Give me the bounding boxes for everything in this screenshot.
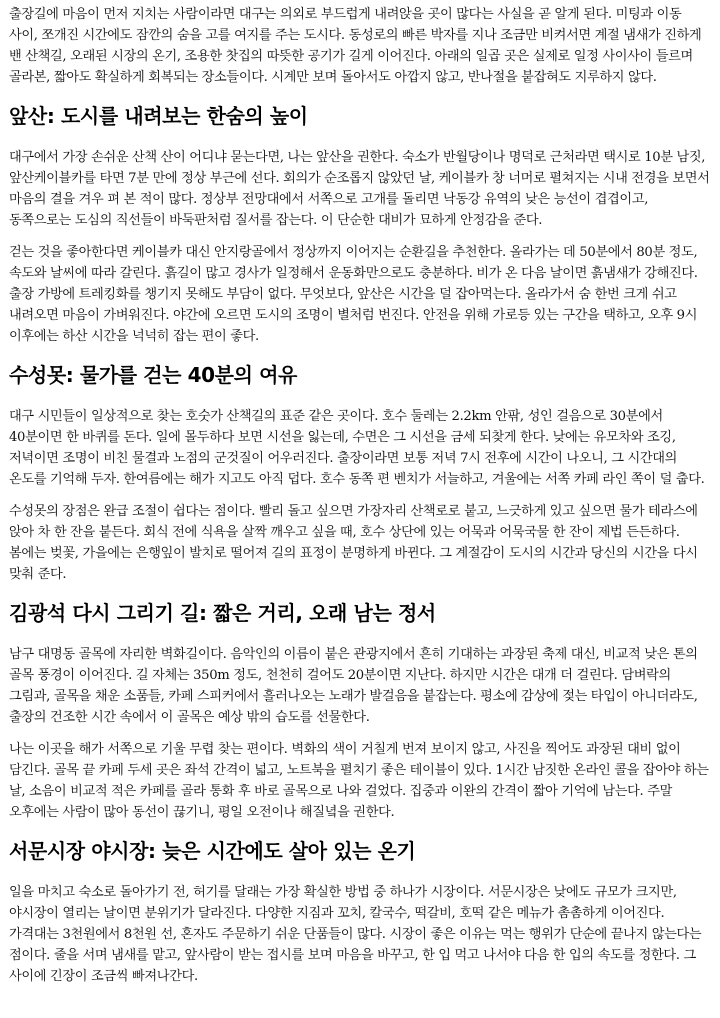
section-suseongmot-paragraph: 대구 시민들이 일상적으로 찾는 호숫가 산책길의 표준 같은 곳이다. 호수 둘레는 2.2km 안팎, 성인 걸음으로 30분에서 40분이면 한 바퀴를 돈다. 일에 몰두하다 보면 시선을 잃는데, 수면은 그 시선을 금세 되찾게 한다. 낮에는 유모차와 조깅, 저녁이면 조명이 비친 물결과 노점의 군것질이 어우러진다. 출장이라면 보통 저녁 7시 전후에 시간이 나오니, 그 시간대의 온도를 기억해 두자. 한여름에는 해가 지고도 아직 덥다. 호수 동쪽 편 벤치가 서늘하고, 겨울에는 서쪽 카페 라인 쪽이 덜 춥다. bbox=[9, 409, 705, 487]
section-seomun-paragraph: 일을 마치고 숙소로 돌아가기 전, 허기를 달래는 가장 확실한 방법 중 하나가 시장이다. 서문시장은 낮에도 규모가 크지만, 야시장이 열리는 날이면 분위기가 달라진다. 다양한 지짐과 꼬치, 칼국수, 떡갈비, 호떡 같은 메뉴가 촘촘하게 이어진다. 가격대는 3천원에서 8천원 선, 혼자도 주문하기 쉬운 단품들이 많다. 시장이 좋은 이유는 먹는 행위가 단순에 끝나지 않는다는 점이다. 줄을 서며 냄새를 맡고, 앞사람이 받는 접시를 보며 마음을 바꾸고, 한 입 먹고 나서야 다음 한 입의 속도를 정한다. 그 사이에 긴장이 조금씩 빠져나간다. bbox=[9, 885, 702, 984]
section-suseongmot-paragraph: 수성못의 장점은 완급 조절이 쉽다는 점이다. 빨리 돌고 싶으면 가장자리 산책로로 붙고, 느긋하게 있고 싶으면 물가 테라스에 앉아 차 한 잔을 붙든다. 회식 전에 식욕을 살짝 깨우고 싶을 때, 호수 상단에 있는 어묵과 어묵국물 한 잔이 제법 든든하다. 봄에는 벚꽃, 가을에는 은행잎이 발치로 떨어져 길의 표정이 분명하게 바뀐다. 그 계절감이 도시의 시간과 당신의 시간을 다시 맞춰 준다. bbox=[9, 504, 698, 582]
section-heading-seomun-night-market: 서문시장 야시장: 늦은 시간에도 살아 있는 온기 bbox=[9, 839, 416, 863]
section-kimkwangseok-paragraph: 나는 이곳을 해가 서쪽으로 기울 무렵 찾는 편이다. 벽화의 색이 거칠게 번져 보이지 않고, 사진을 찍어도 과장된 대비 없이 담긴다. 골목 끝 카페 두세 곳은 좌석 간격이 넓고, 노트북을 펼치기 좋은 테이블이 있다. 1시간 남짓한 온라인 콜을 잡아야 하는 날, 소음이 비교적 적은 카페를 골라 통화 후 바로 골목으로 나와 걸었다. 집중과 이완의 간격이 짧아 기억에 남는다. 주말 오후에는 사람이 많아 동선이 끊기니, 평일 오전이나 해질녘을 권한다. bbox=[9, 742, 709, 820]
section-kimkwangseok-paragraph: 남구 대명동 골목에 자리한 벽화길이다. 음악인의 이름이 붙은 관광지에서 흔히 기대하는 과장된 축제 대신, 비교적 낮은 톤의 골목 풍경이 이어진다. 길 자체는 350m 정도, 천천히 걸어도 20분이면 지난다. 하지만 시간은 대개 더 걸린다. 담벼락의 그림과, 골목을 채운 소품들, 카페 스피커에서 흘러나오는 노래가 발걸음을 붙잡는다. 평소에 감상에 젖는 타입이 아니더라도, 출장의 건조한 시간 속에서 이 골목은 예상 밖의 습도를 선물한다. bbox=[9, 647, 698, 725]
section-heading-kimkwangseok-street: 김광석 다시 그리기 길: 짧은 거리, 오래 남는 정서 bbox=[9, 601, 436, 625]
intro-paragraph: 출장길에 마음이 먼저 지치는 사람이라면 대구는 의외로 부드럽게 내려앉을 곳이 많다는 사실을 곧 알게 된다. 미팅과 이동 사이, 쪼개진 시간에도 잠깐의 숨을 고를 여지를 주는 도시다. 동성로의 빠른 박자를 지나 조금만 비켜서면 계절 냄새가 진하게 밴 산책길, 오래된 시장의 온기, 조용한 찻집의 따뜻한 공기가 길게 이어진다. 아래의 일곱 곳은 실제로 일정 사이사이 들르며 골라본, 짧아도 확실하게 회복되는 장소들이다. 시계만 보며 돌아서도 아깝지 않고, 반나절을 붙잡혀도 지루하지 않다. bbox=[9, 7, 702, 85]
section-heading-apsan: 앞산: 도시를 내려보는 한숨의 높이 bbox=[9, 104, 308, 128]
section-apsan-paragraph: 걷는 것을 좋아한다면 케이블카 대신 안지랑골에서 정상까지 이어지는 순환길을 추천한다. 올라가는 데 50분에서 80분 정도, 속도와 날씨에 따라 갈린다. 흙길이 많고 경사가 일정해서 운동화만으로도 충분하다. 비가 온 다음 날이면 흙냄새가 강해진다. 출장 가방에 트레킹화를 챙기지 못해도 부담이 없다. 무엇보다, 앞산은 시간을 덜 잡아먹는다. 올라가서 숨 한번 크게 쉬고 내려오면 마음이 가벼워진다. 야간에 오르면 도시의 조명이 별처럼 번진다. 안전을 위해 가로등 있는 구간을 택하고, 오후 9시 이후에는 하산 시간을 넉넉히 잡는 편이 좋다. bbox=[9, 245, 698, 344]
section-heading-suseongmot: 수성못: 물가를 걷는 40분의 여유 bbox=[9, 363, 297, 387]
section-apsan-paragraph: 대구에서 가장 손쉬운 산책 산이 어디냐 묻는다면, 나는 앞산을 권한다. 숙소가 반월당이나 명덕로 근처라면 택시로 10분 남짓, 앞산케이블카를 타면 7분 만에 정상 부근에 선다. 회의가 순조롭지 않았던 날, 케이블카 창 너머로 펼쳐지는 시내 전경을 보면서 마음의 결을 겨우 펴 본 적이 많다. 정상부 전망대에서 서쪽으로 고개를 돌리면 낙동강 유역의 낮은 능선이 겹겹이고, 동쪽으로는 도심의 직선들이 바둑판처럼 질서를 잡는다. 이 단순한 대비가 묘하게 안정감을 준다. bbox=[9, 150, 710, 228]
